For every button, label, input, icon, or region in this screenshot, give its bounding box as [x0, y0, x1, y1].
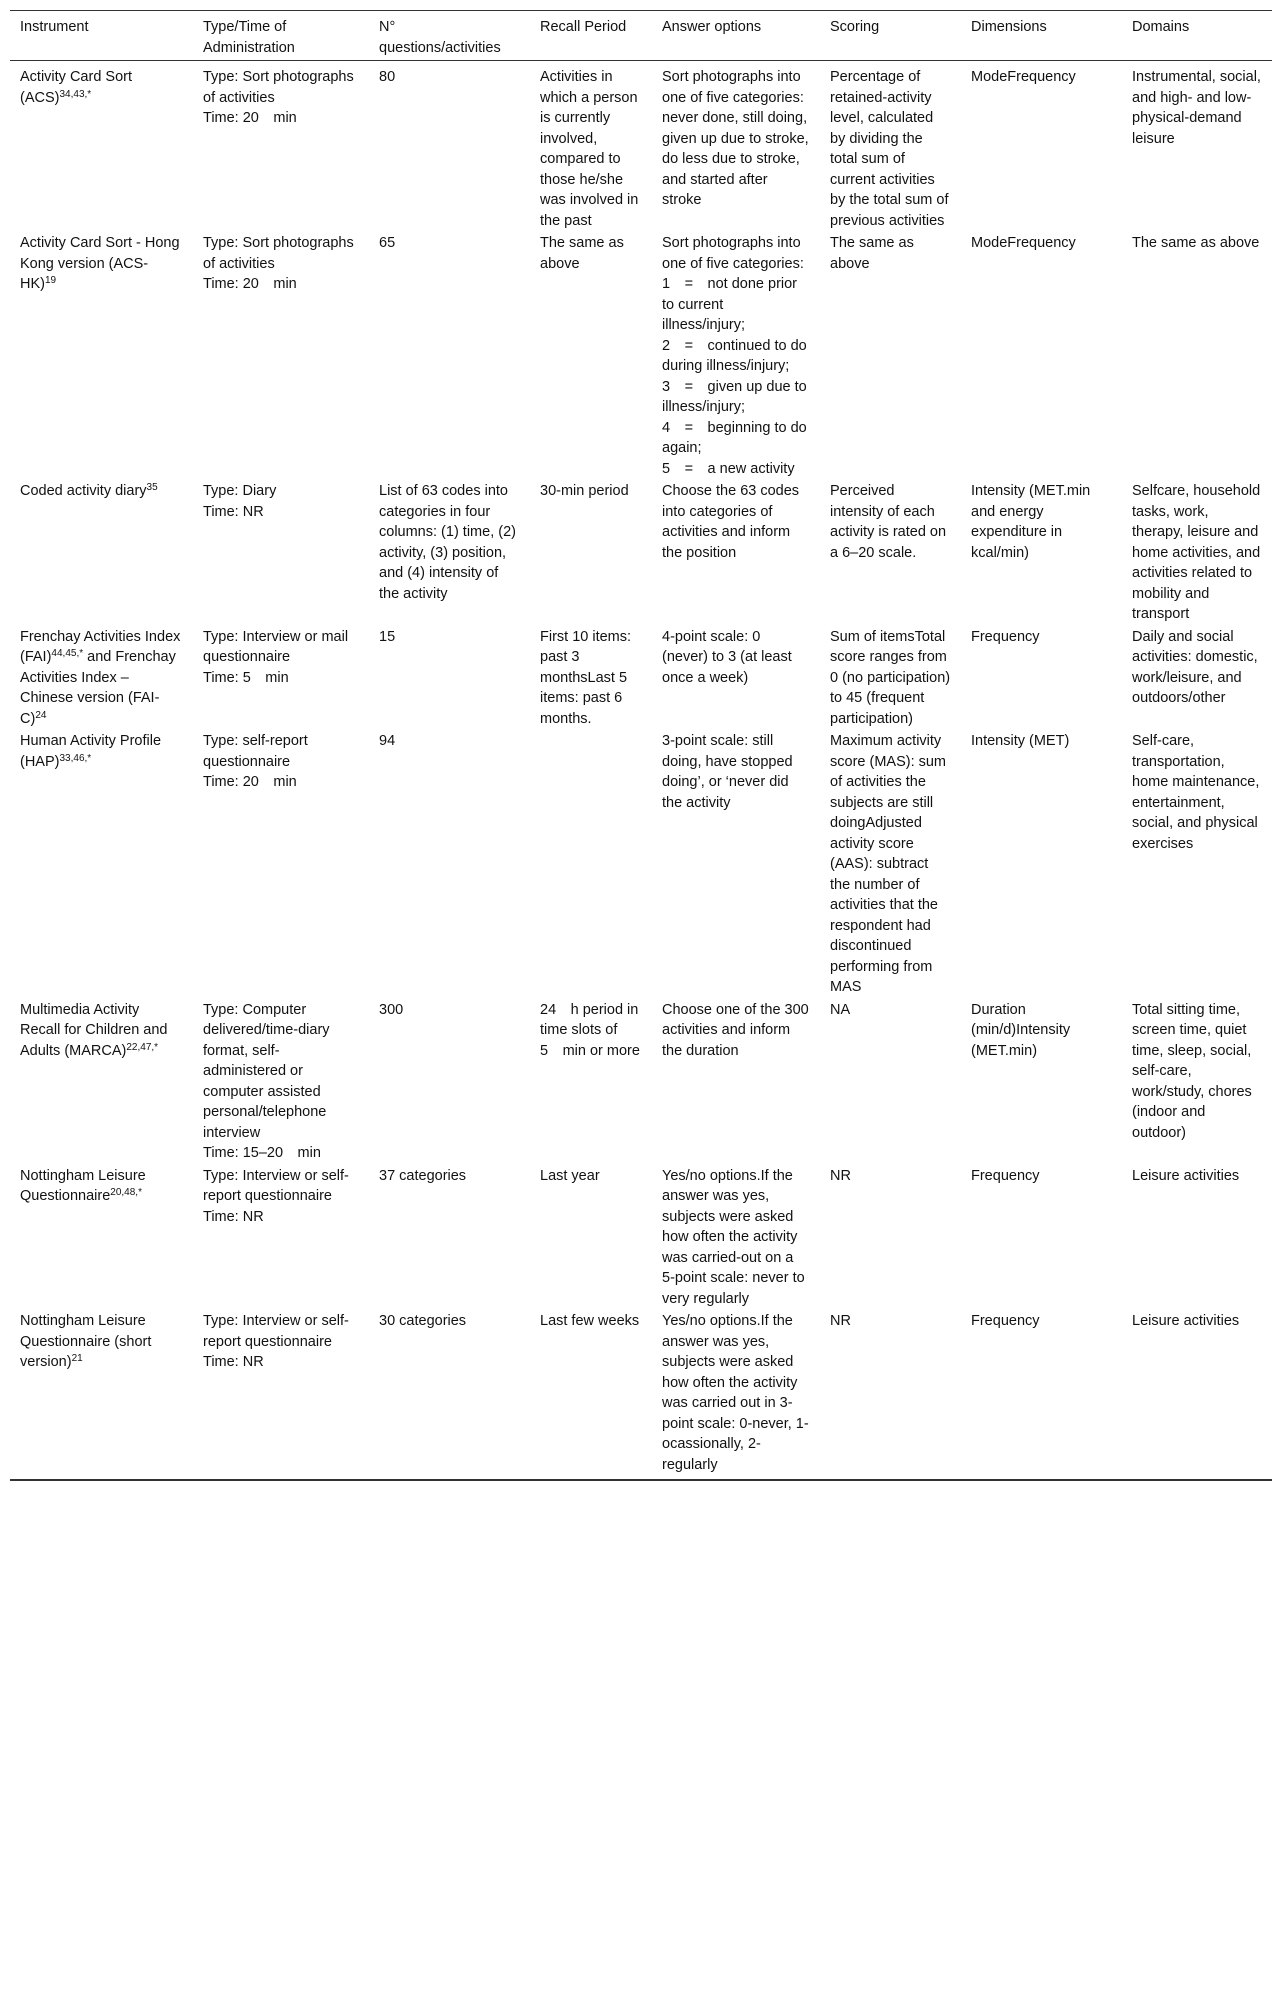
instruments-table	[10, 10, 1272, 1481]
table-row	[10, 1164, 1272, 1310]
domains-cell: Daily and social activities: domestic, work/leisure, and outdoors/other	[1132, 628, 1258, 706]
header-cell: Domains	[1122, 11, 1272, 61]
answer-line: 3-point scale: still doing, have stopped doing’, or ‘never did the activity	[662, 733, 793, 811]
questions-cell: 37 categories	[379, 1167, 467, 1184]
table-row	[10, 1309, 1272, 1480]
reference-superscript: 22,47,*	[126, 1041, 159, 1053]
reference-superscript: 24	[35, 709, 47, 721]
type-line: Type: Interview or self-report questionnaire	[203, 1167, 349, 1204]
dimensions-cell: Frequency	[961, 1309, 1122, 1480]
recall-cell: 30-min period	[540, 483, 629, 499]
recall-cell: 24 h period in time slots of 5 min or more	[540, 1001, 640, 1059]
reference-superscript: 35	[146, 482, 158, 493]
domains-cell: Instrumental, social, and high- and low-physical-demand leisure	[1132, 69, 1261, 147]
scoring-cell: The same as above	[830, 235, 914, 272]
answer-line: 2 = continued to do during illness/injury;	[662, 337, 807, 374]
answers-cell	[652, 1164, 820, 1310]
scoring-cell: Perceived intensity of each activity is rated on a 6–20 scale.	[830, 483, 947, 561]
instrument-name-extra: and Frenchay Activities Index – Chinese version (FAI-C)	[20, 649, 176, 727]
domains-cell: Leisure activities	[1132, 1167, 1240, 1184]
reference-superscript: 34,43,*	[59, 88, 92, 100]
header-cell: Dimensions	[961, 11, 1122, 61]
type-cell	[193, 998, 369, 1164]
scoring-cell: Maximum activity score (MAS): sum of activities the subjects are still doingAdjusted activity score (AAS): subtract the number of activities that the respondent had discontinued performing from MAS	[830, 733, 947, 995]
type-line: Type: Interview or mail questionnaire	[203, 628, 349, 665]
reference-superscript: 33,46,*	[59, 752, 92, 764]
answer-line: 1 = not done prior to current illness/injury;	[662, 276, 798, 333]
questions-cell: List of 63 codes into categories in four columns: (1) time, (2) activity, (3) position, and (4) intensity of the activity	[379, 483, 516, 602]
header-cell: Answer options	[652, 11, 820, 61]
dimensions-cell: Intensity (MET)	[971, 733, 1070, 749]
instrument-name: Activity Card Sort - Hong Kong version (ACS-HK)	[20, 235, 180, 292]
reference-superscript: 44,45,*	[51, 648, 84, 659]
scoring-cell: Percentage of retained-activity level, calculated by dividing the total sum of current activities by the total sum of previous activities	[830, 69, 949, 229]
questions-cell: 94	[379, 733, 396, 749]
instrument-name: Human Activity Profile (HAP)	[20, 733, 162, 770]
recall-cell: Last year	[540, 1167, 600, 1184]
answer-line: 5 = a new activity	[662, 460, 795, 477]
table-row	[10, 729, 1272, 998]
header-cell: Instrument	[10, 11, 193, 61]
questions-cell: 80	[379, 69, 396, 85]
answers-cell	[652, 61, 820, 232]
answers-cell	[652, 625, 820, 730]
type-cell	[193, 61, 369, 232]
scoring-cell: NA	[830, 1001, 851, 1018]
answer-line: Choose one of the 300 activities and inform the duration	[662, 1001, 809, 1059]
domains-cell: Total sitting time, screen time, quiet time, sleep, social, self-care, work/study, chores (indoor and outdoor)	[1132, 1001, 1252, 1141]
dimensions-cell: ModeFrequency	[971, 69, 1076, 85]
table-row	[10, 231, 1272, 479]
reference-superscript: 21	[71, 1353, 83, 1364]
table-row	[10, 479, 1272, 625]
instrument-cell	[10, 61, 193, 232]
type-line: Time: 20 min	[203, 774, 297, 790]
type-line: Type: Sort photographs of activities	[203, 235, 354, 272]
recall-cell: First 10 items: past 3 monthsLast 5 items: past 6 months.	[540, 628, 632, 727]
type-line: Time: NR	[203, 1354, 264, 1370]
dimensions-cell: Frequency	[971, 628, 1040, 645]
instrument-cell	[10, 479, 193, 625]
scoring-cell: Sum of itemsTotal score ranges from 0 (no participation) to 45 (frequent participation)	[830, 628, 951, 727]
recall-cell: Activities in which a person is currently involved, compared to those he/she was involved in the past	[540, 69, 639, 229]
answer-line: Sort photographs into one of five categories:	[662, 235, 804, 272]
instrument-cell	[10, 998, 193, 1164]
type-line: Time: 20 min	[203, 276, 297, 292]
answer-line: Choose the 63 codes into categories of activities and inform the position	[662, 483, 800, 561]
type-line: Type: Diary	[203, 483, 277, 499]
questions-cell: 30 categories	[369, 1309, 530, 1480]
dimensions-cell: Duration (min/d)Intensity (MET.min)	[971, 1001, 1071, 1059]
type-cell	[193, 729, 369, 998]
type-cell	[193, 625, 369, 730]
type-line: Time: 15–20 min	[203, 1145, 321, 1161]
questions-cell: 300	[379, 1001, 404, 1018]
header-cell: Scoring	[820, 11, 961, 61]
type-line: Type: Interview or self-report questionnaire	[203, 1313, 349, 1350]
answer-line: Yes/no options.If the answer was yes, subjects were asked how often the activity was carried out in 3-point scale: 0-never, 1-ocassionally, 2-regularly	[662, 1313, 809, 1473]
dimensions-cell: Intensity (MET.min and energy expenditure in kcal/min)	[971, 483, 1091, 561]
questions-cell: 65	[379, 235, 396, 251]
instrument-name: Frenchay Activities Index (FAI)	[20, 628, 181, 665]
scoring-cell: NR	[820, 1309, 961, 1480]
instrument-cell	[10, 1164, 193, 1310]
answers-cell	[652, 1309, 820, 1480]
instrument-cell	[10, 1309, 193, 1480]
type-line: Type: Sort photographs of activities	[203, 69, 354, 106]
scoring-cell: NR	[830, 1167, 851, 1184]
table-row	[10, 61, 1272, 232]
type-line: Time: 5 min	[203, 669, 289, 686]
reference-superscript: 20,48,*	[110, 1187, 142, 1198]
recall-cell	[530, 729, 652, 998]
answer-line: 4 = beginning to do again;	[662, 419, 807, 456]
reference-superscript: 19	[44, 275, 57, 286]
instrument-cell	[10, 729, 193, 998]
answers-cell	[652, 729, 820, 998]
instrument-name: Nottingham Leisure Questionnaire (short version)	[20, 1313, 152, 1370]
type-cell	[193, 1164, 369, 1310]
answer-line: 3 = given up due to illness/injury;	[662, 378, 807, 415]
type-line: Type: Computer delivered/time-diary format, self-administered or computer assisted personal/telephone interview	[203, 1001, 330, 1141]
type-cell	[193, 1309, 369, 1480]
table-row	[10, 625, 1272, 730]
type-line: Time: 20 min	[203, 110, 297, 126]
instrument-name: Coded activity diary	[20, 483, 147, 499]
domains-cell: The same as above	[1132, 235, 1260, 251]
answer-line: 4-point scale: 0 (never) to 3 (at least once a week)	[662, 628, 792, 686]
header-cell: N° questions/activities	[369, 11, 530, 61]
type-line: Time: NR	[203, 1208, 264, 1225]
domains-cell: Selfcare, household tasks, work, therapy, leisure and home activities, and activities related to mobility and transport	[1132, 483, 1261, 622]
instrument-name: Activity Card Sort (ACS)	[20, 69, 132, 106]
header-row	[10, 11, 1272, 61]
type-cell	[193, 231, 369, 479]
instrument-cell	[10, 625, 193, 730]
domains-cell: Self-care, transportation, home maintenance, entertainment, social, and physical exercises	[1132, 733, 1260, 852]
dimensions-cell: Frequency	[971, 1167, 1040, 1184]
answers-cell	[652, 998, 820, 1164]
table-body	[10, 61, 1272, 1481]
recall-cell: Last few weeks	[530, 1309, 652, 1480]
answers-cell	[652, 479, 820, 625]
questions-cell: 15	[379, 628, 396, 645]
type-cell	[193, 479, 369, 625]
type-line: Type: self-report questionnaire	[203, 733, 308, 770]
answers-cell	[652, 231, 820, 479]
answer-line: Sort photographs into one of five categories: never done, still doing, given up due to stroke, do less due to stroke, and started after stroke	[662, 69, 809, 208]
domains-cell: Leisure activities	[1122, 1309, 1272, 1480]
header-cell: Type/Time of Administration	[193, 11, 369, 61]
table-row	[10, 998, 1272, 1164]
answer-line: Yes/no options.If the answer was yes, subjects were asked how often the activity was carried-out on a 5-point scale: never to very regularly	[662, 1167, 805, 1307]
dimensions-cell: ModeFrequency	[971, 235, 1076, 251]
instrument-name: Multimedia Activity Recall for Children and Adults (MARCA)	[20, 1001, 168, 1059]
instrument-cell	[10, 231, 193, 479]
type-line: Time: NR	[203, 503, 264, 520]
header-cell: Recall Period	[530, 11, 652, 61]
recall-cell: The same as above	[540, 235, 624, 272]
instrument-name: Nottingham Leisure Questionnaire	[20, 1167, 146, 1204]
